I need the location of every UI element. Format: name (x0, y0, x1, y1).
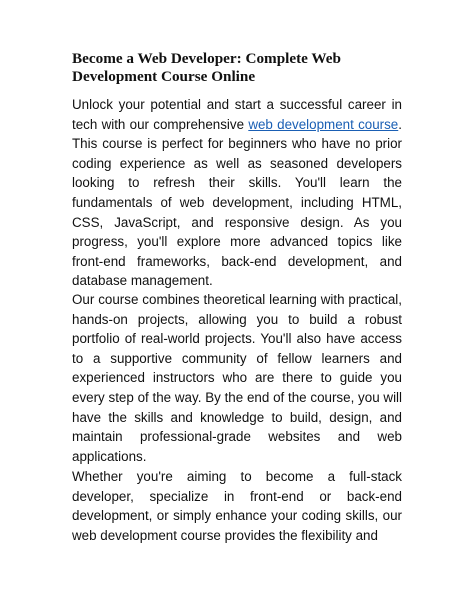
document-title: Become a Web Developer: Complete Web Development Course Online (72, 50, 341, 85)
course-details-paragraph: Our course combines theoretical learning with practical, hands-on projects, allowing you to build a robust portfolio of real-world projects. You'll also have access to a supportive community of fellow learners and experienced instructors who are there to guide you every step of the way. By the end of the course, you will have the skills and knowledge to build, design, and maintain professional-grade websites and web applications. (72, 292, 402, 464)
intro-paragraph (72, 95, 402, 291)
web-development-course-link[interactable]: web development course (248, 116, 399, 132)
closing-paragraph: Whether you're aiming to become a full-stack developer, specialize in front-end or back-end development, or simply enhance your coding skills, our web development course provides the flexibility and (72, 469, 402, 543)
intro-text-after-link: . This course is perfect for beginners who have no prior coding experience as well as seasoned developers looking to refresh their skills. You'll learn the fundamentals of web development, including HTML, CSS, JavaScript, and responsive design. As you progress, you'll explore more advanced topics like front-end frameworks, back-end development, and database management. (72, 116, 402, 289)
intro-text-before-link: Unlock your potential and start a successful career in tech with our comprehensive (72, 97, 402, 132)
